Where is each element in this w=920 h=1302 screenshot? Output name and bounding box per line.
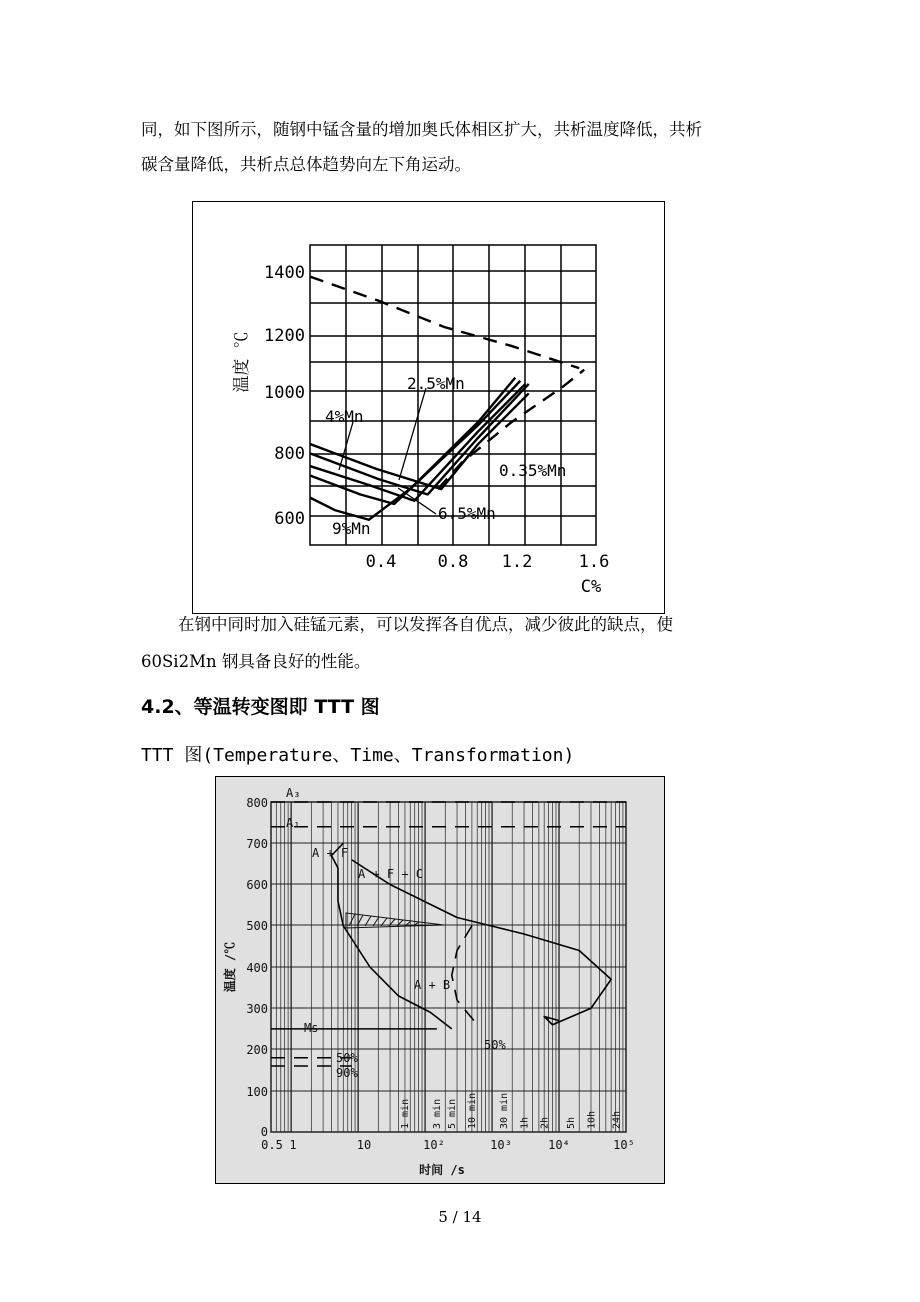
x-tick-label: 1.6 — [578, 552, 610, 572]
y-tick-label: 100 — [246, 1085, 268, 1099]
mn-label-9: 9%Mn — [332, 519, 371, 538]
time-mark-label: 3 min — [432, 1098, 444, 1129]
time-mark-label: 5h — [566, 1116, 578, 1129]
time-mark-label: 5 min — [447, 1098, 459, 1129]
x-tick-label: 10⁵ — [613, 1138, 635, 1152]
y-tick-labels — [264, 263, 305, 529]
y-tick-label: 0 — [260, 1125, 268, 1139]
x-axis-label: C% — [580, 577, 602, 597]
mn-label-6-5: 6.5%Mn — [438, 504, 496, 523]
y-tick-label: 300 — [246, 1002, 268, 1016]
ttt-figure — [215, 776, 665, 1184]
time-mark-label: 24h — [611, 1110, 623, 1129]
ttt-y-ticks — [246, 796, 268, 1139]
series-line — [310, 277, 579, 369]
x-tick-labels — [366, 552, 610, 572]
x-tick-label: 0.5 — [261, 1138, 283, 1152]
mn-label-4: 4%Mn — [325, 407, 364, 426]
ms-label: Ms — [304, 1021, 319, 1035]
ttt-x-axis-label: 时间 /s — [419, 1163, 465, 1177]
a-f-label: A + F — [312, 846, 349, 860]
a1-label: A₁ — [286, 816, 301, 830]
x-tick-label: 10³ — [490, 1138, 512, 1152]
paragraph-line: 60Si2Mn 钢具备良好的性能。 — [141, 652, 371, 671]
y-tick-label: 800 — [274, 444, 305, 464]
a-b-label: A + B — [414, 978, 451, 992]
fifty-percent-b-label: 50% — [484, 1038, 506, 1052]
x-tick-label: 0.4 — [365, 552, 397, 572]
time-mark-label: 10 min — [467, 1092, 479, 1129]
y-axis-label: 温度 ℃ — [232, 331, 252, 393]
mn-effect-figure — [192, 201, 665, 614]
ttt-y-axis-label: 温度 /℃ — [223, 941, 237, 993]
x-tick-label: 10 — [356, 1138, 372, 1152]
time-mark-label: 30 min — [499, 1092, 511, 1129]
y-tick-label: 800 — [246, 796, 268, 810]
mn-label-2-5: 2.5%Mn — [407, 374, 465, 393]
paragraph-line: 碳含量降低，共析点总体趋势向左下角运动。 — [141, 155, 471, 174]
x-tick-label: 10² — [423, 1138, 445, 1152]
mn-effect-chart — [193, 202, 664, 613]
time-mark-label: 1 min — [400, 1098, 412, 1129]
a-f-c-label: A + F + C — [358, 867, 424, 881]
time-mark-label: 10h — [586, 1110, 598, 1129]
y-tick-label: 1400 — [264, 263, 305, 283]
x-tick-label: 1.2 — [501, 552, 533, 572]
ttt-intro: TTT 图(Temperature、Time、Transformation) — [141, 745, 575, 766]
ninety-percent-label: 90% — [336, 1066, 358, 1080]
x-tick-label: 0.8 — [437, 552, 469, 572]
y-tick-label: 200 — [246, 1043, 268, 1057]
y-tick-label: 600 — [274, 509, 305, 529]
section-heading: 4.2、等温转变图即 TTT 图 — [141, 696, 380, 718]
paragraph-line: 在钢中同时加入硅锰元素，可以发挥各自优点，减少彼此的缺点，使 — [178, 615, 673, 634]
y-tick-label: 500 — [246, 919, 268, 933]
mn-label-0-35: 0.35%Mn — [499, 461, 567, 480]
fifty-percent-label: 50% — [336, 1051, 358, 1065]
y-tick-label: 1200 — [264, 326, 305, 346]
x-tick-label: 1 — [289, 1138, 297, 1152]
page-number: 5 / 14 — [438, 1208, 482, 1226]
y-tick-label: 1000 — [264, 383, 305, 403]
a3-label: A₃ — [286, 786, 301, 800]
y-tick-label: 600 — [246, 878, 268, 892]
ttt-chart — [216, 777, 664, 1183]
time-mark-label: 1h — [519, 1116, 531, 1129]
paragraph-line: 同，如下图所示，随钢中锰含量的增加奥氏体相区扩大，共析温度降低，共析 — [141, 120, 702, 139]
time-mark-label: 2h — [539, 1116, 551, 1129]
y-tick-label: 400 — [246, 961, 268, 975]
mn-curves — [310, 277, 584, 520]
x-tick-label: 10⁴ — [548, 1138, 570, 1152]
y-tick-label: 700 — [246, 837, 268, 851]
